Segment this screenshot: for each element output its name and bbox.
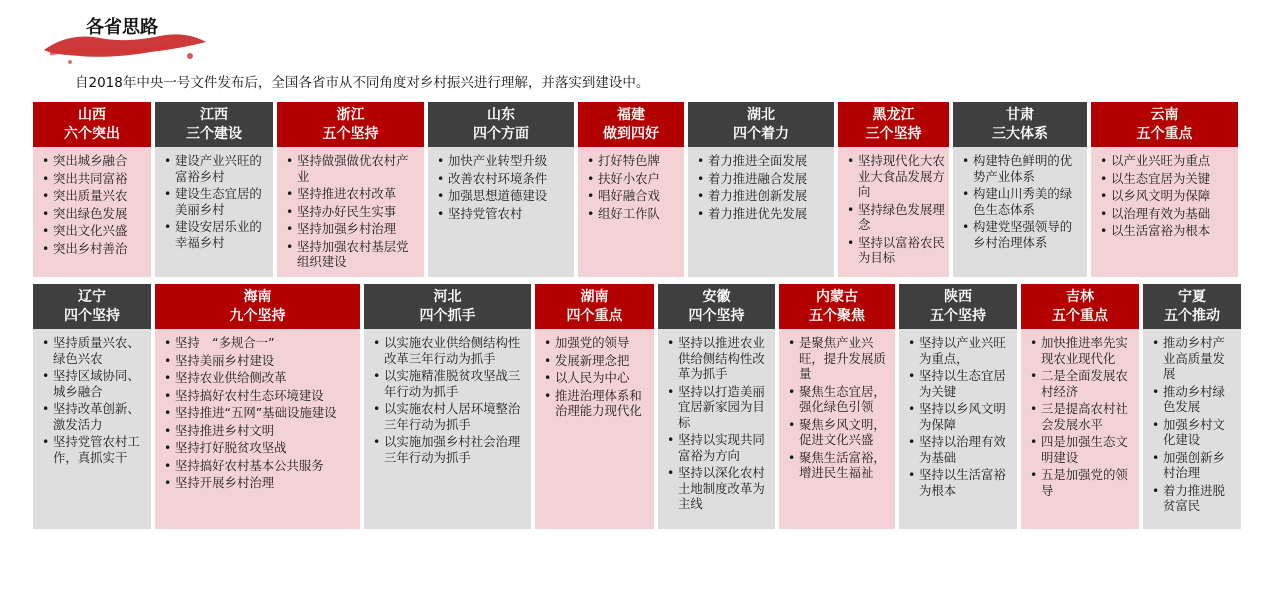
list-item: • 着力推进融合发展 [694,171,830,187]
province-name: 安徽 [702,288,731,305]
card-header [155,284,360,329]
card-body [688,147,834,277]
list-item: • 五是加强党的领导 [1027,467,1135,498]
card-body [155,147,273,277]
card-body [1021,329,1139,529]
card-header [155,102,273,147]
card-body [33,329,151,529]
province-theme: 五个坚持 [930,307,986,324]
province-card-anhui [658,284,775,529]
province-name: 甘肃 [1006,106,1034,123]
list-item: • 加强创新乡村治理 [1149,450,1237,481]
list-item: • 构建党坚强领导的乡村治理体系 [959,219,1083,250]
province-theme: 四个坚持 [64,307,120,324]
province-name: 江西 [200,106,228,123]
province-card-hainan [155,284,360,529]
list-item: • 组好工作队 [584,206,680,222]
card-body [277,147,424,277]
list-item: • 坚持质量兴农、绿色兴农 [39,335,147,366]
province-theme: 六个突出 [64,125,120,142]
list-item: • 以实施精准脱贫攻坚战三年行动为抓手 [370,368,527,399]
card-body [899,329,1017,529]
province-card-hunan [535,284,654,529]
province-name: 湖南 [580,288,609,305]
list-item: • 突出共同富裕 [39,171,147,187]
province-row-2 [33,284,1241,529]
list-item: • 以生活富裕为根本 [1097,223,1234,239]
province-theme: 四个重点 [566,307,623,324]
list-item: • 坚持美丽乡村建设 [161,353,356,369]
list-item: • 坚持现代化大农业大食品发展方向 [844,153,945,200]
province-name: 宁夏 [1178,288,1206,305]
province-theme: 五个重点 [1052,307,1108,324]
list-item: • 聚焦生态宜居，强化绿色引领 [785,384,891,415]
province-card-hebei [364,284,531,529]
list-item: • 坚持开展乡村治理 [161,475,356,491]
province-card-hubei [688,102,834,277]
list-item: • 着力推进全面发展 [694,153,830,169]
card-body [155,329,360,529]
list-item: • 聚焦生活富裕，增进民生福祉 [785,450,891,481]
list-item: • 坚持以治理有效为基础 [905,434,1013,465]
card-body [953,147,1087,277]
list-item: • 坚持以实现共同富裕为方向 [664,432,771,463]
card-header [364,284,531,329]
list-item: • 建设安居乐业的幸福乡村 [161,219,269,250]
list-item: • 坚持打好脱贫攻坚战 [161,440,356,456]
list-item: • 坚持党管农村工作，真抓实干 [39,434,147,465]
province-theme: 三个坚持 [865,125,922,142]
list-item: • 坚持区域协同、城乡融合 [39,368,147,399]
list-item: • 建设生态宜居的美丽乡村 [161,186,269,217]
province-theme: 五个推动 [1164,307,1220,324]
list-item: • 坚持以生态宜居为关键 [905,368,1013,399]
province-name: 海南 [243,288,272,305]
card-header [899,284,1017,329]
card-body [658,329,775,529]
card-header [688,102,834,147]
list-item: • 着力推进创新发展 [694,188,830,204]
province-card-shandong [428,102,574,277]
card-header [1021,284,1139,329]
province-theme: 三大体系 [992,125,1048,142]
province-card-shaanxi [899,284,1017,529]
province-name: 陕西 [944,288,972,305]
list-item: • 四是加强生态文明建设 [1027,434,1135,465]
province-name: 辽宁 [78,288,106,305]
province-card-heilongjiang [838,102,949,277]
list-item: • 突出绿色发展 [39,206,147,222]
intro-text: 自2018年中央一号文件发布后，全国各省市从不同角度对乡村振兴进行理解，并落实到建设中。 [75,75,650,91]
list-item: • 聚焦乡风文明，促进文化兴盛 [785,417,891,448]
list-item: • 坚持农业供给侧改革 [161,370,356,386]
list-item: • 突出城乡融合 [39,153,147,169]
list-item: • 坚持以深化农村土地制度改革为主线 [664,465,771,512]
list-item: • 着力推进优先发展 [694,206,830,222]
list-item: • 以乡风文明为保障 [1097,188,1234,204]
province-name: 云南 [1150,106,1179,123]
list-item: • 坚持加强乡村治理 [283,221,420,237]
province-theme: 做到四好 [603,125,659,142]
province-card-jilin [1021,284,1139,529]
list-item: • 坚持搞好农村基本公共服务 [161,458,356,474]
province-name: 浙江 [336,106,365,123]
list-item: • 坚持以推进农业供给侧结构性改革为抓手 [664,335,771,382]
province-theme: 三个建设 [186,125,242,142]
list-item: • 加快产业转型升级 [434,153,570,169]
list-item: • 坚持办好民生实事 [283,204,420,220]
list-item: • 以人民为中心 [541,370,650,386]
card-header [33,102,151,147]
list-item: • 坚持做强做优农村产业 [283,153,420,184]
card-header [578,102,684,147]
list-item: • 以实施加强乡村社会治理三年行动为抓手 [370,434,527,465]
list-item: • 坚持搞好农村生态环境建设 [161,388,356,404]
list-item: • 推进治理体系和治理能力现代化 [541,388,650,419]
list-item: • 坚持改革创新、激发活力 [39,401,147,432]
card-header [779,284,895,329]
list-item: • 坚持党管农村 [434,206,570,222]
list-item: • 改善农村环境条件 [434,171,570,187]
list-item: • 坚持以生活富裕为根本 [905,467,1013,498]
list-item: • 以生态宜居为关键 [1097,171,1234,187]
province-theme: 四个抓手 [419,307,476,324]
list-item: • 以实施农村人居环境整治三年行动为抓手 [370,401,527,432]
list-item: • 突出文化兴盛 [39,223,147,239]
province-card-liaoning [33,284,151,529]
province-name: 湖北 [747,106,775,123]
list-item: • 建设产业兴旺的富裕乡村 [161,153,269,184]
card-body [1091,147,1238,277]
list-item: • 三是提高农村社会发展水平 [1027,401,1135,432]
list-item: • 坚持绿色发展理念 [844,202,945,233]
card-body [779,329,895,529]
list-item: • 以实施农业供给侧结构性改革三年行动为抓手 [370,335,527,366]
province-theme: 九个坚持 [229,307,286,324]
province-card-gansu [953,102,1087,277]
list-item: • 以产业兴旺为重点 [1097,153,1234,169]
card-body [535,329,654,529]
card-header [535,284,654,329]
list-item: • 坚持推进农村改革 [283,186,420,202]
province-name: 吉林 [1066,288,1094,305]
list-item: • 打好特色牌 [584,153,680,169]
card-header [1143,284,1241,329]
card-body [1143,329,1241,529]
province-theme: 四个坚持 [688,307,745,324]
list-item: • 构建特色鲜明的优势产业体系 [959,153,1083,184]
list-item: • 是聚焦产业兴旺，提升发展质量 [785,335,891,382]
list-item: • 突出质量兴农 [39,188,147,204]
list-item: • 加强乡村文化建设 [1149,417,1237,448]
province-card-fujian [578,102,684,277]
list-item: • 以治理有效为基础 [1097,206,1234,222]
list-item: • 坚持加强农村基层党组织建设 [283,239,420,270]
province-name: 内蒙古 [816,288,858,305]
province-name: 山西 [78,106,106,123]
province-card-jiangxi [155,102,273,277]
list-item: • 坚持以富裕农民为目标 [844,235,945,266]
list-item: • 构建山川秀美的绿色生态体系 [959,186,1083,217]
list-item: • 唱好融合戏 [584,188,680,204]
card-header [33,284,151,329]
card-header [277,102,424,147]
province-theme: 四个着力 [733,125,789,142]
province-name: 黑龙江 [872,106,915,123]
list-item: • 坚持推进“五网”基础设施建设 [161,405,356,421]
list-item: • 坚持以乡风文明为保障 [905,401,1013,432]
card-body [364,329,531,529]
list-item: • 推动乡村产业高质量发展 [1149,335,1237,382]
province-theme: 四个方面 [473,125,529,142]
card-header [1091,102,1238,147]
list-item: • 着力推进脱贫富民 [1149,483,1237,514]
province-name: 河北 [433,288,462,305]
province-theme: 五个重点 [1136,125,1193,142]
card-header [953,102,1087,147]
list-item: • 坚持推进乡村文明 [161,423,356,439]
province-name: 福建 [617,106,645,123]
card-body [838,147,949,277]
card-body [578,147,684,277]
card-header [658,284,775,329]
card-header [838,102,949,147]
list-item: • 突出乡村善治 [39,241,147,257]
card-body [33,147,151,277]
list-item: • 坚持以产业兴旺为重点， [905,335,1013,366]
list-item: • 加强党的领导 [541,335,650,351]
province-row-1 [33,102,1238,277]
province-card-shanxi [33,102,151,277]
card-body [428,147,574,277]
list-item: • 扶好小农户 [584,171,680,187]
province-card-zhejiang [277,102,424,277]
list-item: • 坚持 “多规合一” [161,335,356,351]
province-theme: 五个坚持 [322,125,379,142]
province-theme: 五个聚焦 [809,307,865,324]
province-card-yunnan [1091,102,1238,277]
list-item: • 推动乡村绿色发展 [1149,384,1237,415]
list-item: • 坚持以打造美丽宜居新家园为目标 [664,384,771,431]
province-card-neimenggu [779,284,895,529]
page-title: 各省思路 [86,17,158,38]
list-item: • 二是全面发展农村经济 [1027,368,1135,399]
province-name: 山东 [487,106,515,123]
card-header [428,102,574,147]
list-item: • 加快推进率先实现农业现代化 [1027,335,1135,366]
list-item: • 发展新理念把 [541,353,650,369]
province-card-ningxia [1143,284,1241,529]
list-item: • 加强思想道德建设 [434,188,570,204]
